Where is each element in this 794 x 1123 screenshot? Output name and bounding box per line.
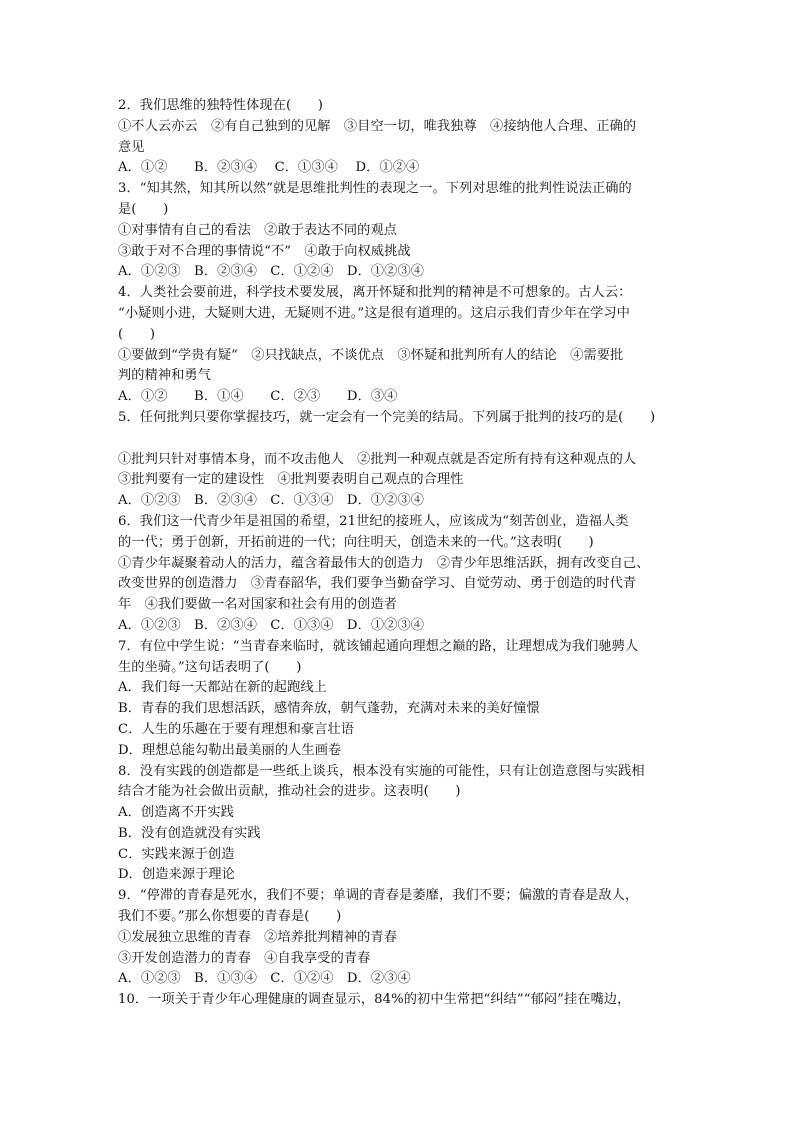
- question-2-stem: 2．我们思维的独特性体现在( ): [118, 98, 324, 113]
- question-6-stem: 的一代；勇于创新，开拓前进的一代；向往明天，创造未来的一代。”这表明( ): [118, 534, 594, 550]
- question-8-choice-c: C．实践来源于创造: [118, 846, 235, 862]
- question-2: [118, 96, 678, 179]
- question-10: [118, 990, 678, 1011]
- question-7-choice-d: D．理想总能勾勒出最美丽的人生画卷: [118, 742, 342, 758]
- question-9-options: ③开发创造潜力的青春 ④自我享受的青春: [118, 950, 371, 966]
- question-6: [118, 512, 678, 637]
- question-10-stem: 10．一项关于青少年心理健康的调查显示，84%的初中生常把“纠结”“郁闷”挂在嘴边，: [118, 992, 631, 1008]
- question-4-stem: 4．人类社会要前进，科学技术要发展，离开怀疑和批判的精神是不可想象的。古人云：: [118, 285, 632, 301]
- question-8-choice-d: D．创造来源于理论: [118, 867, 235, 883]
- question-3: [118, 179, 678, 283]
- question-2-choices: A．①② B．②③④ C．①③④ D．①②④: [118, 160, 420, 176]
- question-4-options: 判的精神和勇气: [118, 368, 212, 384]
- question-9-stem: 9．“停滞的青春是死水，我们不要；单调的青春是萎靡，我们不要；偏激的青春是敌人，: [118, 888, 639, 904]
- question-7-choice-c: C．人生的乐趣在于要有理想和豪言壮语: [118, 721, 355, 737]
- exam-page: [118, 96, 678, 1011]
- question-6-options: 改变世界的创造潜力 ③青春韶华，我们要争当勤奋学习、自觉劳动、勇于创造的时代青: [118, 576, 637, 592]
- question-5-blank: [118, 429, 678, 450]
- question-7: [118, 637, 678, 762]
- question-2-options: ①不人云亦云 ②有自己独到的见解 ③目空一切，唯我独尊 ④接纳他人合理、正确的: [118, 118, 637, 134]
- question-6-options: 年 ④我们要做一名对国家和社会有用的创造者: [118, 597, 398, 613]
- question-5-options: ③批判要有一定的建设性 ④批判要表明自己观点的合理性: [118, 472, 464, 488]
- question-9-stem: 我们不要。”那么你想要的青春是( ): [118, 909, 342, 925]
- question-5-stem: 5．任何批判只要你掌握技巧，就一定会有一个完美的结局。下列属于批判的技巧的是( ): [118, 409, 656, 425]
- question-8-choice-a: A．创造离不开实践: [118, 805, 234, 821]
- question-8: [118, 762, 678, 887]
- question-7-stem: 7．有位中学生说：“当青春来临时，就该铺起通向理想之巅的路，让理想成为我们驰骋人: [118, 638, 639, 654]
- question-8-choice-b: B．没有创造就没有实践: [118, 825, 261, 841]
- question-4-stem: ( ): [118, 326, 156, 342]
- question-5-options: ①批判只针对事情本身，而不攻击他人 ②批判一种观点就是否定所有持有这种观点的人: [118, 451, 637, 467]
- question-3-choices: A．①②③ B．②③④ C．①②④ D．①②③④: [118, 264, 425, 280]
- question-9: [118, 886, 678, 990]
- question-5: [118, 408, 678, 512]
- question-7-choice-a: A．我们每一天都站在新的起跑线上: [118, 680, 327, 696]
- question-9-options: ①发展独立思维的青春 ②培养批判精神的青春: [118, 929, 398, 945]
- question-7-choice-b: B．青春的我们思想活跃，感情奔放，朝气蓬勃，充满对未来的美好憧憬: [118, 701, 540, 717]
- question-4-choices: A．①② B．①④ C．②③ D．③④: [118, 389, 398, 405]
- question-3-stem: 3．“知其然，知其所以然”就是思维批判性的表现之一。下列对思维的批判性说法正确的: [118, 181, 632, 197]
- question-4-stem: “小疑则小进，大疑则大进，无疑则不进。”这是很有道理的。这启示我们青少年在学习中: [118, 305, 631, 321]
- question-5-choices: A．①②③ B．②③④ C．①③④ D．①②③④: [118, 493, 425, 509]
- question-4-options: ①要做到“学贵有疑” ②只找缺点，不谈优点 ③怀疑和批判所有人的结论 ④需要批: [118, 347, 624, 363]
- question-9-choices: A．①②③ B．①③④ C．①②④ D．②③④: [118, 971, 411, 987]
- question-2-options: 意见: [118, 139, 145, 155]
- question-4: [118, 283, 678, 408]
- question-6-options: ①青少年凝聚着动人的活力，蕴含着最伟大的创造力 ②青少年思维活跃，拥有改变自己、: [118, 555, 650, 571]
- question-3-options: ③敢于对不合理的事情说“不” ④敢于向权威挑战: [118, 243, 411, 259]
- question-8-stem: 结合才能为社会做出贡献，推动社会的进步。这表明( ): [118, 784, 461, 800]
- question-6-stem: 6．我们这一代青少年是祖国的希望，21世纪的接班人，应该成为“刻苦创业，造福人类: [118, 513, 629, 529]
- question-3-stem: 是( ): [118, 201, 169, 217]
- question-3-options: ①对事情有自己的看法 ②敢于表达不同的观点: [118, 222, 398, 238]
- question-6-choices: A．①②③ B．②③④ C．①③④ D．①②③④: [118, 617, 425, 633]
- question-7-stem: 生的坐骑。”这句话表明了( ): [118, 659, 302, 675]
- question-8-stem: 8．没有实践的创造都是一些纸上谈兵，根本没有实施的可能性，只有让创造意图与实践相: [118, 763, 645, 779]
